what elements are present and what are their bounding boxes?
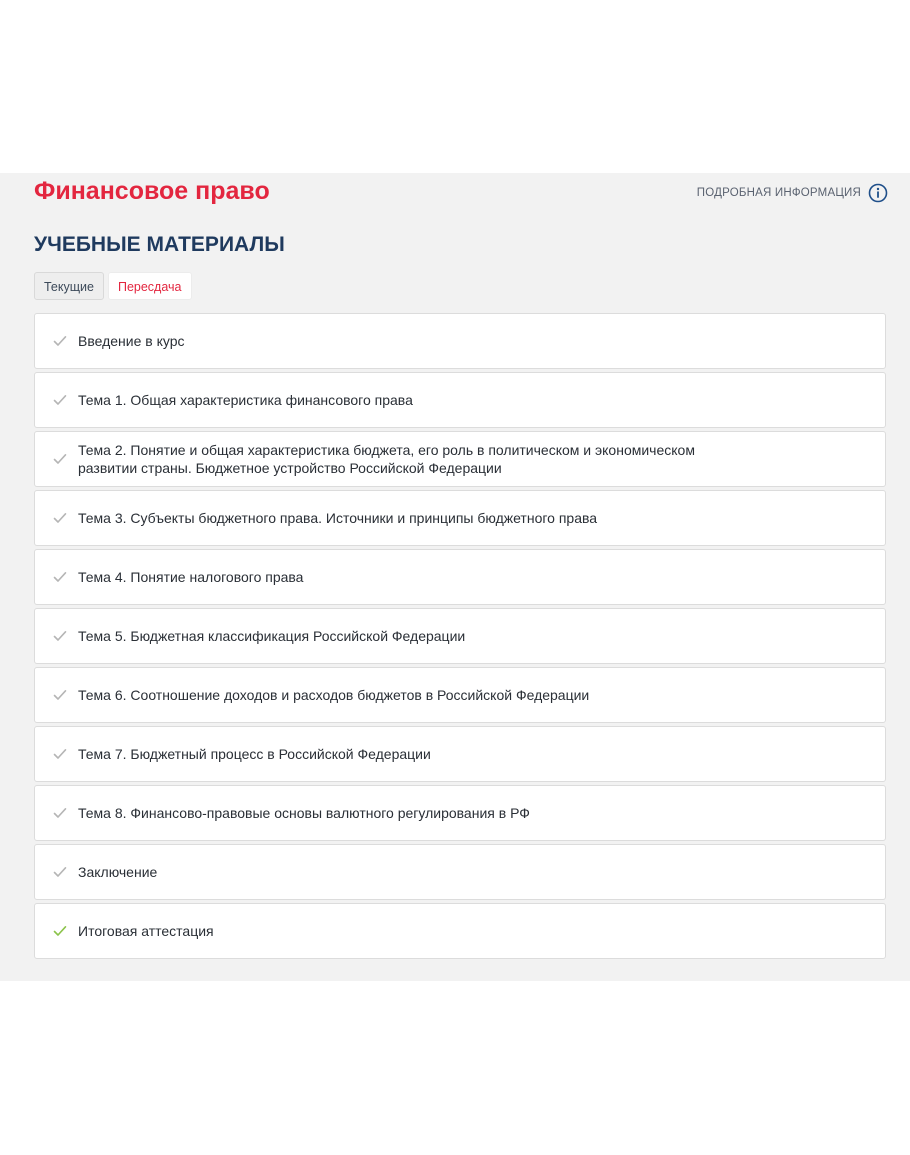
material-item[interactable] [34,903,886,959]
material-item[interactable] [34,490,886,546]
tab-retake[interactable]: Пересдача [108,272,192,300]
course-info-link[interactable] [697,183,888,203]
material-item-label: Тема 6. Соотношение доходов и расходов бюджетов в Российской Федерации [78,687,590,703]
material-item-label: Тема 7. Бюджетный процесс в Российской Федерации [78,746,431,762]
material-item-label: Тема 1. Общая характеристика финансового права [78,392,413,408]
course-panel [0,173,910,981]
info-link-label: ПОДРОБНАЯ ИНФОРМАЦИЯ [696,187,861,199]
checkmark-icon [53,512,67,524]
checkmark-icon [53,630,67,642]
material-item[interactable] [34,785,886,841]
material-item-label: Итоговая аттестация [78,923,214,939]
tab-current[interactable]: Текущие [34,272,104,300]
material-item-label: Тема 4. Понятие налогового права [78,569,304,585]
checkmark-icon [53,748,67,760]
material-item[interactable] [34,844,886,900]
checkmark-icon [53,807,67,819]
material-item-label: Заключение [78,864,158,880]
checkmark-icon [53,925,67,937]
material-item[interactable] [34,313,886,369]
materials-list [34,313,886,962]
info-circle-icon[interactable] [868,183,888,203]
material-item[interactable] [34,726,886,782]
checkmark-icon [53,394,67,406]
material-item-label: Тема 8. Финансово-правовые основы валютного регулирования в РФ [78,805,530,821]
checkmark-icon [53,571,67,583]
material-item[interactable] [34,608,886,664]
checkmark-icon [53,866,67,878]
material-item-label: Тема 2. Понятие и общая характеристика бюджета, его роль в политическом и экономическом развитии страны. Бюджетное устройство Российской Федерации [78,442,695,476]
material-item[interactable] [34,372,886,428]
materials-tabs [34,272,192,300]
section-title: УЧЕБНЫЕ МАТЕРИАЛЫ [34,233,285,256]
checkmark-icon [53,453,67,465]
material-item-label: Тема 3. Субъекты бюджетного права. Источники и принципы бюджетного права [78,510,598,526]
material-item-label: Введение в курс [78,333,185,349]
material-item[interactable] [34,549,886,605]
checkmark-icon [53,335,67,347]
material-item[interactable] [34,667,886,723]
material-item-label: Тема 5. Бюджетная классификация Российской Федерации [78,628,466,644]
course-title: Финансовое право [34,177,270,205]
checkmark-icon [53,689,67,701]
material-item[interactable] [34,431,886,487]
